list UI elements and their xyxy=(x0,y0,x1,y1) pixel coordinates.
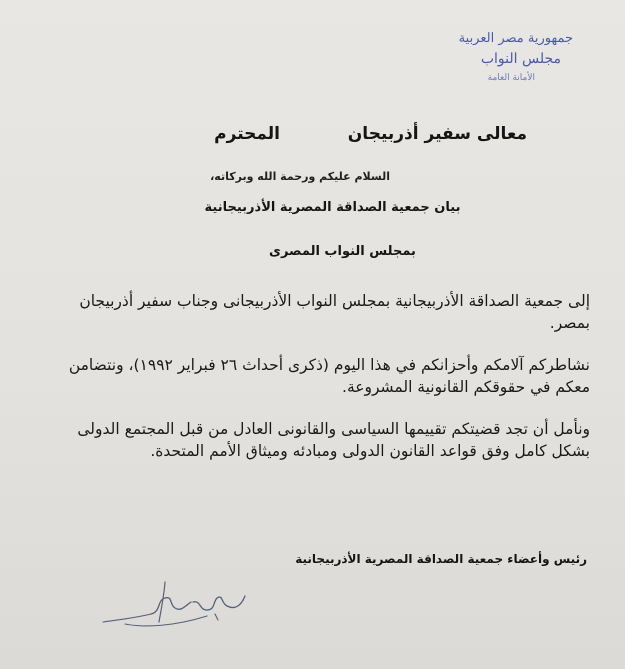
honorific: المحترم xyxy=(214,124,280,144)
letterhead-country: جمهورية مصر العربية xyxy=(458,31,573,46)
addressee: معالى سفير أذربيجان xyxy=(347,124,527,144)
handwritten-signature xyxy=(95,576,255,638)
letter-body xyxy=(42,290,590,482)
body-paragraph-3: ونأمل أن تجد قضيتكم تقييمها السياسى والقانونى العادل من قبل المجتمع الدولى بشكل كامل وفق قواعد القانون الدولى ومبادئه وميثاق الأمم المتحدة. xyxy=(77,420,590,460)
signatory-title: رئيس وأعضاء جمعية الصداقة المصرية الأذربيجانية xyxy=(295,552,587,566)
body-paragraph-1: إلى جمعية الصداقة الأذربيجانية بمجلس النواب الأذربيجانى وجناب سفير أذربيجان بمصر. xyxy=(79,292,590,332)
letterhead-institution: مجلس النواب xyxy=(480,51,561,67)
body-paragraph-2: نشاطركم آلامكم وأحزانكم في هذا اليوم (ذكرى أحداث ٢٦ فبراير ١٩٩٢)، ونتضامن معكم في حقوقكم القانونية المشروعة. xyxy=(68,356,590,396)
salutation-row xyxy=(0,124,625,154)
statement-title: بيان جمعية الصداقة المصرية الأذربيجانية xyxy=(204,200,461,215)
greeting: السلام عليكم ورحمة الله وبركاته، xyxy=(210,170,390,183)
letterhead-department: الأمانة العامة xyxy=(487,73,535,83)
letterhead xyxy=(393,30,573,86)
statement-subtitle: بمجلس النواب المصرى xyxy=(269,244,416,259)
